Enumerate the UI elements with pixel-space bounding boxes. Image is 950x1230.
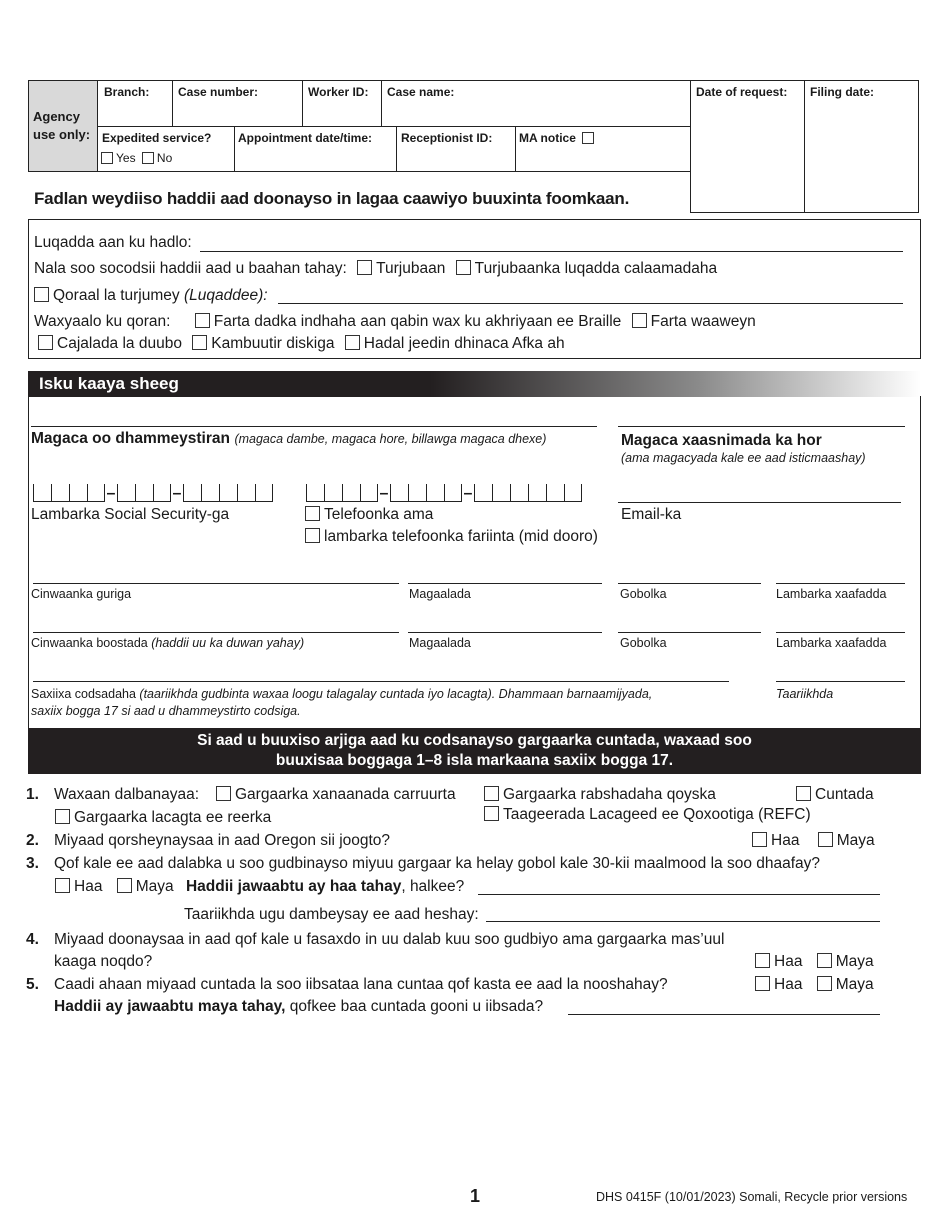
q4-haa-label: Haa [774,953,803,970]
receptionist-label: Receptionist ID: [401,131,493,145]
home-address-label: Cinwaanka guriga [31,587,132,601]
banner-line-1: Si aad u buuxiso arjiga aad ku codsanayso gargaarka cuntada, waxaad soo [197,732,752,749]
signature-label-row [31,687,652,701]
message-phone-checkbox[interactable] [305,528,320,543]
q1-family-cash-checkbox[interactable] [55,809,70,824]
interpreter-option: Turjubaan [376,260,446,277]
full-name-hint: (magaca dambe, magaca hore, billawga magaca dhexe) [234,432,547,446]
q1-label: Waxaan dalbanayaa: [54,786,200,803]
date-of-request-label: Date of request: [696,85,788,99]
q1-option-dv [484,786,716,804]
large-print-option: Farta waaweyn [650,313,756,330]
q5-who-line[interactable] [568,1014,880,1015]
q4-answers [755,953,874,971]
signature-label: Saxiixa codsadaha [31,687,136,701]
oral-checkbox[interactable] [345,335,360,350]
state1-line[interactable] [618,583,761,584]
expedited-yes-label: Yes [116,151,136,165]
filing-date-label: Filing date: [810,85,874,99]
date-label: Taariikhda [776,687,834,701]
home-phone-label: Telefoonka ama [324,506,434,523]
ma-notice-label [519,131,597,145]
q2-number: 2. [26,832,39,849]
instruction-heading: Fadlan weydiiso haddii aad doonayso in lagaa caawiyo buuxinta foomkaan. [34,189,630,208]
zip2-line[interactable] [776,632,905,633]
q2-maya-label: Maya [836,832,875,849]
section-title: Isku kaaya sheeg [39,374,179,393]
q3-haa-checkbox[interactable] [55,878,70,893]
q1-option-family-cash [55,809,271,827]
home-phone-checkbox[interactable] [305,506,320,521]
q3-maya-checkbox[interactable] [117,878,132,893]
formats-row-2 [38,335,565,353]
branch-label: Branch: [104,85,150,99]
expedited-options [101,151,172,165]
q4-maya-checkbox[interactable] [817,953,832,968]
q1-dv-label: Gargaarka rabshadaha qoyska [503,786,716,803]
q1-refc-checkbox[interactable] [484,806,499,821]
date-of-request-cell[interactable] [690,80,805,213]
q1-food-checkbox[interactable] [796,786,811,801]
language-label: Luqadda aan ku hadlo: [34,234,192,251]
state2-label: Gobolka [620,636,667,650]
q5-haa-label: Haa [774,976,803,993]
q5-answers [755,976,874,994]
q3-date-label: Taariikhda ugu dambeysay ee aad heshay: [184,906,479,923]
appointment-label: Appointment date/time: [238,131,372,145]
expedited-no-checkbox[interactable] [142,152,154,164]
banner-line-2: buuxisaa boggaga 1–8 isla markaana saxiix bogga 17. [275,752,674,769]
ma-notice-text: MA notice [519,131,576,145]
q1-option-child-care [216,786,456,804]
ssn-digit-boxes[interactable]: – – [33,482,273,502]
worker-id-label: Worker ID: [308,85,369,99]
q1-option-refc [484,806,811,824]
form-id: DHS 0415F (10/01/2023) Somali, Recycle prior versions [596,1190,908,1204]
q3-answers [55,878,464,896]
q1-option-food [796,786,874,804]
q4-text-1: Miyaad doonaysaa in aad qof kale u fasaxdo in uu dalab kuu soo gudbiyo ama gargaarka mas’uul [54,931,725,948]
ma-notice-checkbox[interactable] [582,132,594,144]
state2-line[interactable] [618,632,761,633]
written-translation-line[interactable] [278,303,903,304]
q2-haa-checkbox[interactable] [752,832,767,847]
q3-number: 3. [26,855,39,872]
mailing-address-label-row [31,636,304,650]
expedited-yes-checkbox[interactable] [101,152,113,164]
full-name-line[interactable] [31,426,597,427]
other-names-hint: (ama magacyada kale ee aad isticmaashay) [621,451,866,465]
q2-haa-label: Haa [771,832,800,849]
q3-maya-label: Maya [135,878,174,895]
q3-date-line[interactable] [486,921,880,922]
city1-line[interactable] [408,583,602,584]
mailing-address-label: Cinwaanka boostada [31,636,148,650]
q5-followup-row [54,998,543,1016]
interpreter-label: Nala soo socodsii haddii aad u baahan tahay: [34,260,347,277]
expedited-no-label: No [156,151,173,165]
formats-row-1 [34,313,756,331]
email-label: Email-ka [621,506,682,523]
q5-followup: qofkee baa cuntada gooni u iibsada? [289,998,544,1015]
city2-line[interactable] [408,632,602,633]
ssn-label: Lambarka Social Security-ga [31,506,230,523]
large-print-checkbox[interactable] [632,313,647,328]
q1-child-care-checkbox[interactable] [216,786,231,801]
written-translation-label: Qoraal la turjumey [53,287,180,304]
oral-option: Hadal jeedin dhinaca Afka ah [363,335,565,352]
q4-text-2: kaaga noqdo? [54,953,153,970]
q4-number: 4. [26,931,39,948]
q5-text: Caadi ahaan miyaad cuntada la soo iibsataa lana cuntaa qof kasta ee aad la nooshahay? [54,976,668,993]
q5-followup-bold: Haddii ay jawaabtu maya tahay, [54,998,286,1015]
food-instruction-banner [28,728,921,774]
sign-language-checkbox[interactable] [456,260,471,275]
written-translation-row [34,287,268,305]
q2-text: Miyaad qorsheynaysaa in aad Oregon sii joogto? [54,832,391,849]
signature-hint-2: saxiix bogga 17 si aad u dhammeystirto codsiga. [31,704,301,718]
sign-language-option: Turjubaanka luqadda calaamadaha [474,260,718,277]
language-input-line[interactable] [200,251,903,252]
q5-number: 5. [26,976,39,993]
q5-maya-checkbox[interactable] [817,976,832,991]
q5-haa-checkbox[interactable] [755,976,770,991]
q1-number: 1. [26,786,39,803]
zip2-label: Lambarka xaafadda [776,636,887,650]
phone-digit-boxes[interactable]: – – [306,482,582,502]
message-phone-row [305,528,598,546]
city2-label: Magaalada [409,636,471,650]
q1-food-label: Cuntada [815,786,874,803]
zip1-line[interactable] [776,583,905,584]
written-translation-hint: (Luqaddee): [183,287,268,304]
q2-maya-checkbox[interactable] [818,832,833,847]
page-number: 1 [470,1186,481,1206]
computer-disk-checkbox[interactable] [192,335,207,350]
q3-where-line[interactable] [478,894,880,895]
filing-date-cell[interactable] [804,80,919,213]
case-name-label: Case name: [387,85,455,99]
home-address-line[interactable] [33,583,399,584]
q1-child-care-label: Gargaarka xanaanada carruurta [235,786,456,803]
audio-tape-checkbox[interactable] [38,335,53,350]
full-name-label: Magaca oo dhammeystiran [31,430,230,447]
mailing-address-line[interactable] [33,632,399,633]
email-line[interactable] [618,502,901,503]
city1-label: Magaalada [409,587,471,601]
q4-haa-checkbox[interactable] [755,953,770,968]
other-names-label: Magaca xaasnimada ka hor [621,432,822,449]
q3-text: Qof kale ee aad dalabka u soo gudbinayso miyuu gargaar ka helay gobol kale 30-kii maalmood la soo dhaafay? [54,855,821,872]
full-name-label-row [31,430,546,448]
computer-disk-option: Kambuutir diskiga [211,335,335,352]
date-line[interactable] [776,681,905,682]
q1-refc-label: Taageerada Lacageed ee Qoxootiga (REFC) [503,806,811,823]
braille-option: Farta dadka indhaha aan qabin wax ku akhriyaan ee Braille [213,313,622,330]
message-phone-label: lambarka telefoonka fariinta (mid dooro) [324,528,598,545]
q3-followup: , halkee? [401,878,465,895]
q4-maya-label: Maya [835,953,874,970]
q2-answers [752,832,875,850]
other-names-line[interactable] [618,426,905,427]
interpreter-checkbox[interactable] [357,260,372,275]
state1-label: Gobolka [620,587,667,601]
braille-checkbox[interactable] [195,313,210,328]
q3-followup-bold: Haddii jawaabtu ay haa tahay [185,878,402,895]
mailing-address-hint: (haddii uu ka duwan yahay) [151,636,305,650]
written-translation-checkbox[interactable] [34,287,49,302]
case-number-label: Case number: [178,85,259,99]
q5-maya-label: Maya [835,976,874,993]
signature-hint-1: (taariikhda gudbinta waxaa loogu talagalay cuntada iyo lacagta). Dhammaan barnaamijyada, [139,687,653,701]
expedited-label: Expedited service? [102,131,212,145]
home-phone-row [305,506,433,524]
q3-haa-label: Haa [74,878,103,895]
signature-line[interactable] [33,681,729,682]
interpreter-row [34,260,717,278]
agency-label: Agency use only: [33,109,91,142]
zip1-label: Lambarka xaafadda [776,587,887,601]
q1-dv-checkbox[interactable] [484,786,499,801]
audio-tape-option: Cajalada la duubo [57,335,182,352]
formats-label: Waxyaalo ku qoran: [34,313,171,330]
q1-family-cash-label: Gargaarka lacagta ee reerka [74,809,272,826]
